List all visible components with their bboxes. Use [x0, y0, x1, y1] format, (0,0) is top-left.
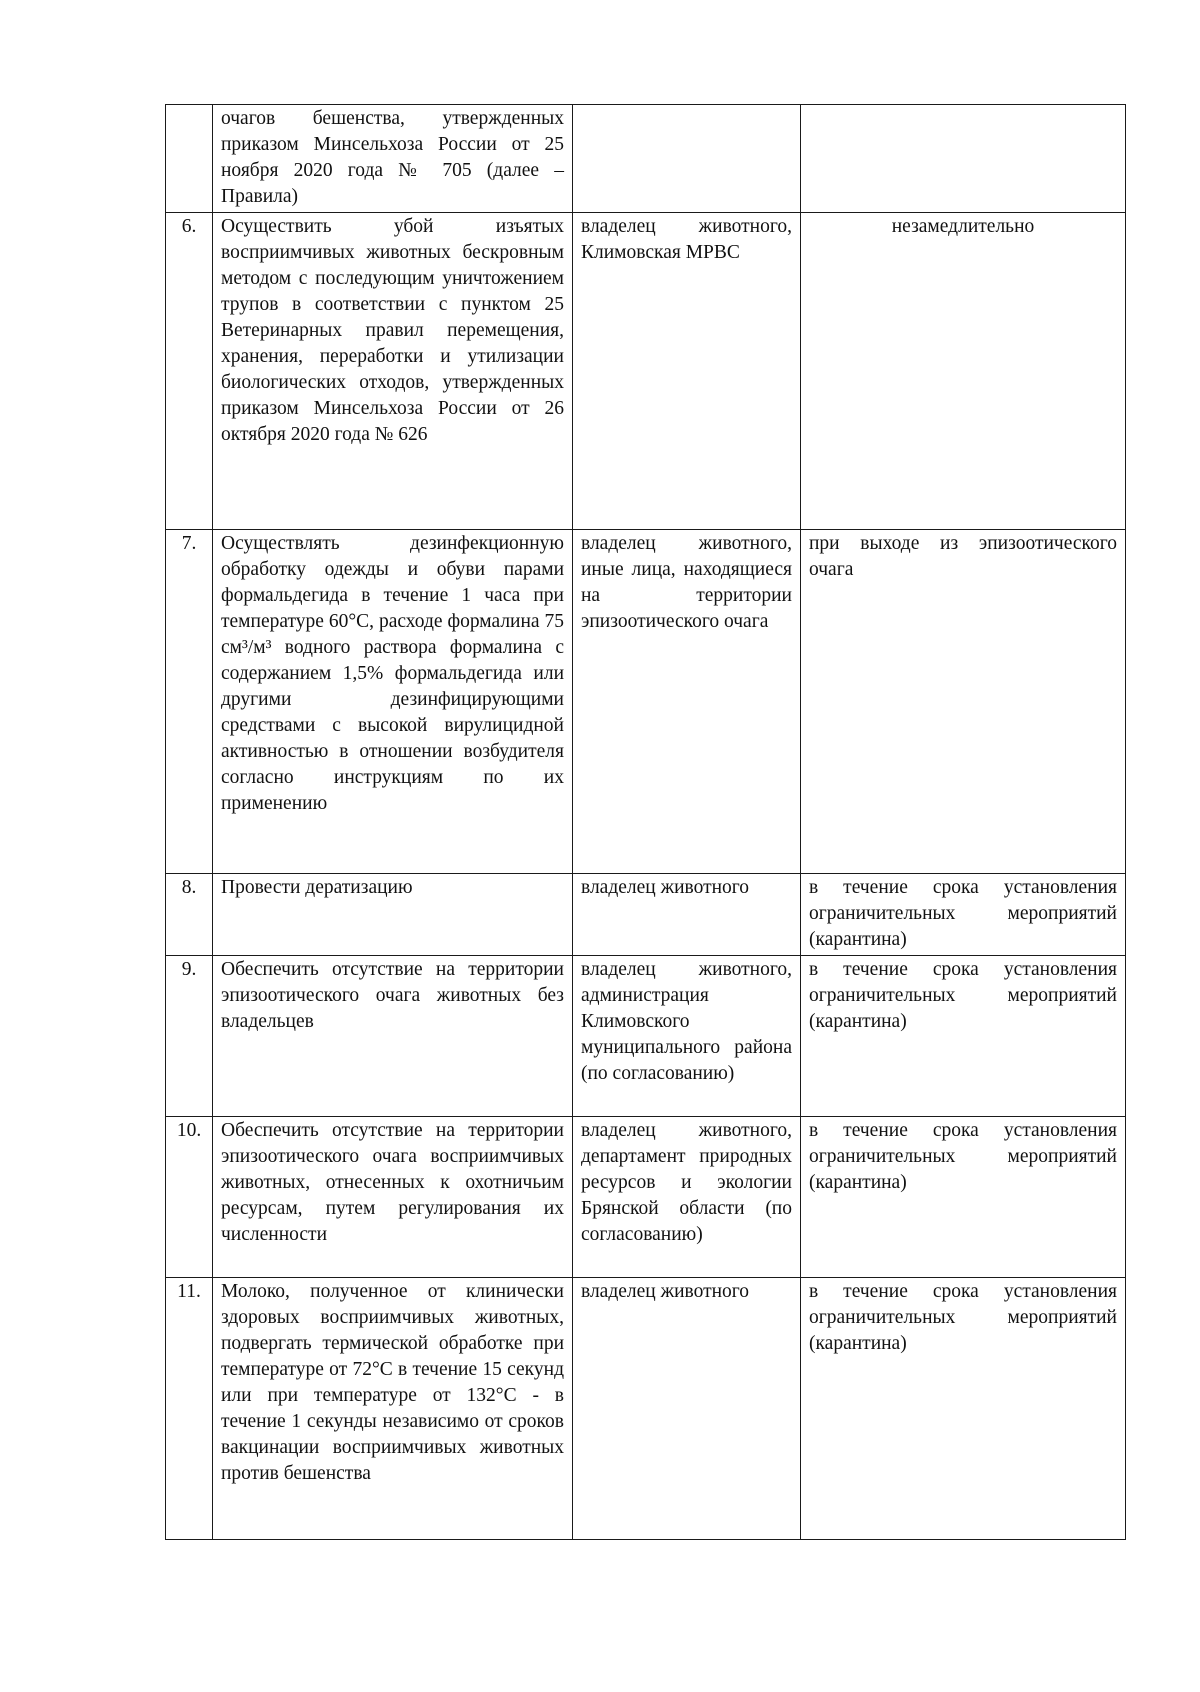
table-row [166, 213, 1126, 530]
row-number [166, 105, 213, 213]
table-row [166, 1117, 1126, 1278]
deadline-text: в течение срока установления ограничительных мероприятий (карантина) [801, 874, 1126, 956]
table-row [166, 1278, 1126, 1540]
deadline-text: незамедлительно [801, 213, 1126, 530]
measure-text: Обеспечить отсутствие на территории эпизоотического очага животных без владельцев [213, 956, 573, 1117]
table-row [166, 530, 1126, 874]
responsible-text: владелец животного, иные лица, находящиеся на территории эпизоотического очага [573, 530, 801, 874]
responsible-text [573, 105, 801, 213]
responsible-text: владелец животного [573, 1278, 801, 1540]
measures-table [165, 104, 1126, 1540]
table-row [166, 956, 1126, 1117]
row-number: 10. [166, 1117, 213, 1278]
responsible-text: владелец животного, департамент природных ресурсов и экологии Брянской области (по согласованию) [573, 1117, 801, 1278]
measure-text: Осуществлять дезинфекционную обработку одежды и обуви парами формальдегида в течение 1 часа при температуре 60°С, расходе формалина 75 см³/м³ водного раствора формалина с содержанием 1,5% формальдегида или другими дезинфицирующими средствами с высокой вирулицидной активностью в отношении возбудителя согласно инструкциям по их применению [213, 530, 573, 874]
responsible-text: владелец животного, администрация Климовского муниципального района (по согласованию) [573, 956, 801, 1117]
responsible-text: владелец животного [573, 874, 801, 956]
row-number: 6. [166, 213, 213, 530]
measure-text: Провести дератизацию [213, 874, 573, 956]
deadline-text [801, 105, 1126, 213]
deadline-text: в течение срока установления ограничительных мероприятий (карантина) [801, 1278, 1126, 1540]
deadline-text: в течение срока установления ограничительных мероприятий (карантина) [801, 1117, 1126, 1278]
deadline-text: в течение срока установления ограничительных мероприятий (карантина) [801, 956, 1126, 1117]
row-number: 9. [166, 956, 213, 1117]
measure-text: Обеспечить отсутствие на территории эпизоотического очага восприимчивых животных, отнесенных к охотничьим ресурсам, путем регулирования их численности [213, 1117, 573, 1278]
measure-text: очагов бешенства, утвержденных приказом Минсельхоза России от 25 ноября 2020 года № 705 (далее – Правила) [213, 105, 573, 213]
responsible-text: владелец животного, Климовская МРВС [573, 213, 801, 530]
deadline-text: при выходе из эпизоотического очага [801, 530, 1126, 874]
table-row [166, 874, 1126, 956]
row-number: 11. [166, 1278, 213, 1540]
row-number: 7. [166, 530, 213, 874]
row-number: 8. [166, 874, 213, 956]
measure-text: Молоко, полученное от клинически здоровых восприимчивых животных, подвергать термической обработке при температуре от 72°С в течение 15 секунд или при температуре от 132°С - в течение 1 секунды независимо от сроков вакцинации восприимчивых животных против бешенства [213, 1278, 573, 1540]
measure-text: Осуществить убой изъятых восприимчивых животных бескровным методом с последующим уничтожением трупов в соответствии с пунктом 25 Ветеринарных правил перемещения, хранения, переработки и утилизации биологических отходов, утвержденных приказом Минсельхоза России от 26 октября 2020 года № 626 [213, 213, 573, 530]
table-row [166, 105, 1126, 213]
